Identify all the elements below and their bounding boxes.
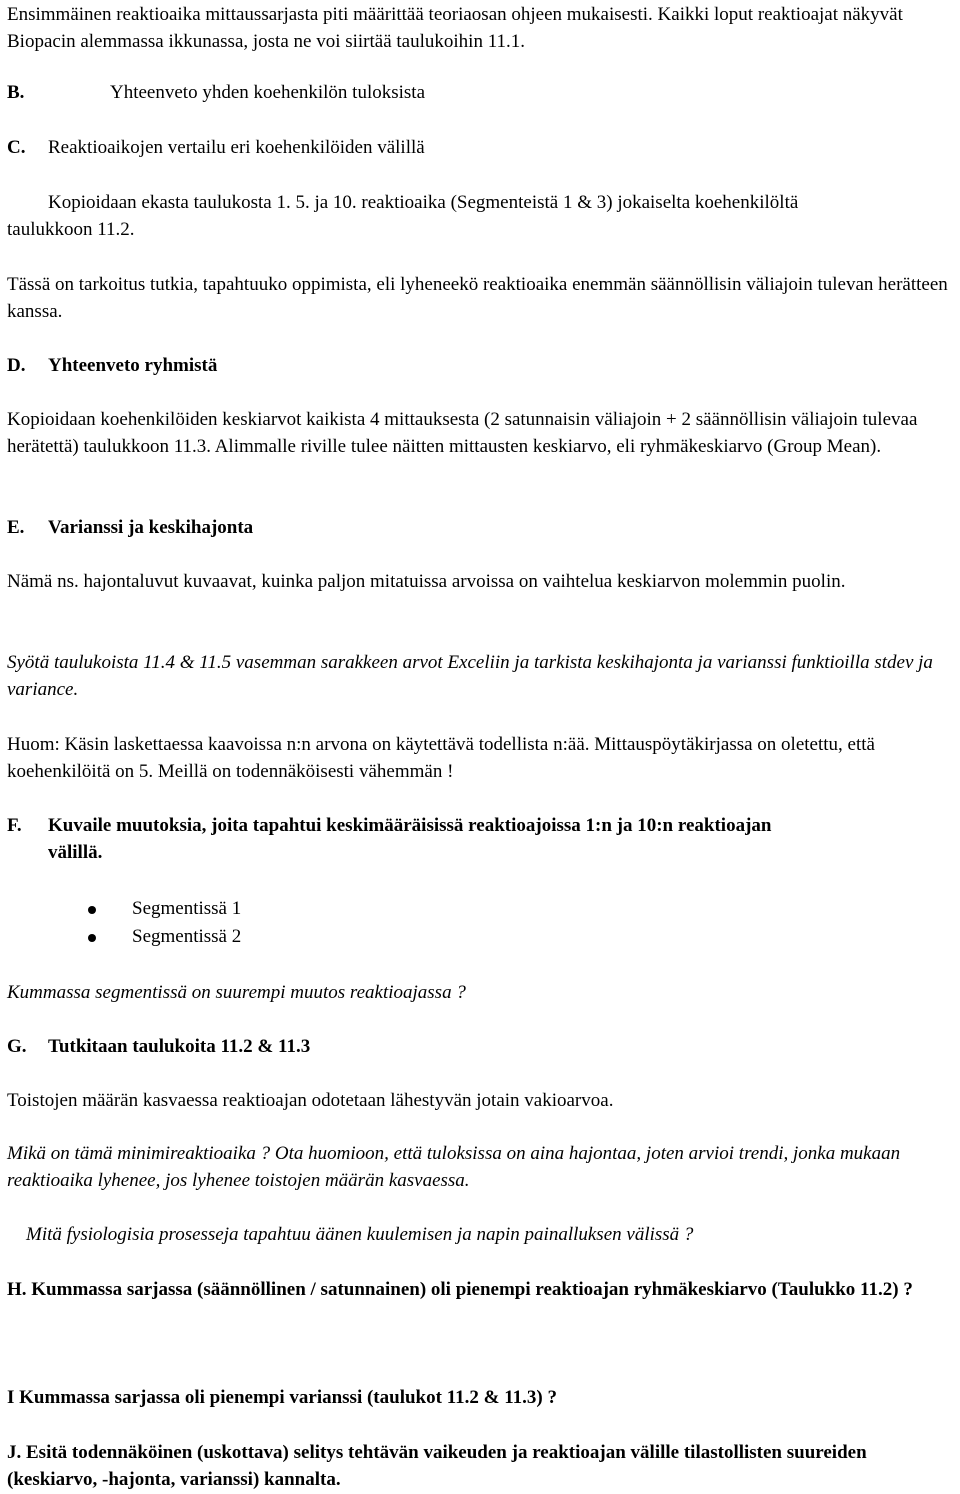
section-d-title: Yhteenveto ryhmistä [48, 355, 218, 376]
section-h-question: H. Kummassa sarjassa (säännöllinen / satunnainen) oli pienempi reaktioajan ryhmäkeskiarvo (Taulukko 11.2) ? [7, 1279, 913, 1300]
bullet-icon [88, 906, 96, 914]
bullet-icon [88, 934, 96, 942]
section-e-paragraph-2: Syötä taulukoista 11.4 & 11.5 vasemman sarakkeen arvot Exceliin ja tarkista keskihajonta ja varianssi funktioilla stdev ja variance. [7, 652, 933, 700]
section-f-title-line-1: Kuvaile muutoksia, joita tapahtui keskimääräisissä reaktioajoissa 1:n ja 10:n reaktioajan [48, 815, 772, 836]
section-g-paragraph-3: Mitä fysiologisia prosesseja tapahtuu äänen kuulemisen ja napin painalluksen välissä ? [26, 1224, 694, 1245]
section-g-paragraph-1: Toistojen määrän kasvaessa reaktioajan odotetaan lähestyvän jotain vakioarvoa. [7, 1090, 614, 1111]
section-i-question: I Kummassa sarjassa oli pienempi varianssi (taulukot 11.2 & 11.3) ? [7, 1387, 557, 1408]
section-b-label: B. [7, 82, 25, 103]
section-f-question: Kummassa segmentissä on suurempi muutos reaktioajassa ? [7, 982, 466, 1003]
section-g-paragraph-2: Mikä on tämä minimireaktioaika ? Ota huomioon, että tuloksissa on aina hajontaa, joten arvioi trendi, jonka mukaan reaktioaika lyhenee, jos lyhenee toistojen määrän kasvaessa. [7, 1143, 901, 1191]
list-item: Segmentissä 2 [132, 926, 242, 947]
section-d-label: D. [7, 355, 26, 376]
section-d-paragraph-1: Kopioidaan koehenkilöiden keskiarvot kaikista 4 mittauksesta (2 satunnaisin väliajoin + 2 säännöllisin väliajoin tulevaa herätettä) taulukkoon 11.3. Alimmalle riville tulee näitten mittausten keskiarvo, eli ryhmäkeskiarvo (Group Mean). [7, 409, 918, 457]
section-g-label: G. [7, 1036, 27, 1057]
intro-paragraph: Ensimmäinen reaktioaika mittaussarjasta piti määrittää teoriaosan ohjeen mukaisesti. Kaikki loput reaktioajat näkyvät Biopacin alemmassa ikkunassa, josta ne voi siirtää taulukoihin 11.1. [7, 4, 903, 52]
section-e-title: Varianssi ja keskihajonta [48, 517, 254, 538]
list-item: Segmentissä 1 [132, 898, 242, 919]
section-f-title-line-2: välillä. [48, 842, 103, 863]
section-c-paragraph-1-line-1: Kopioidaan ekasta taulukosta 1. 5. ja 10. reaktioaika (Segmenteistä 1 & 3) jokaiselta koehenkilöltä [48, 192, 799, 213]
section-c-title: Reaktioaikojen vertailu eri koehenkilöiden välillä [48, 137, 425, 158]
section-c-paragraph-1-line-2: taulukkoon 11.2. [7, 219, 135, 240]
section-g-title: Tutkitaan taulukoita 11.2 & 11.3 [48, 1036, 311, 1057]
section-f-label: F. [7, 815, 22, 836]
section-c-paragraph-2: Tässä on tarkoitus tutkia, tapahtuuko oppimista, eli lyheneekö reaktioaika enemmän säännöllisin väliajoin tulevan herätteen kanssa. [7, 274, 948, 322]
section-j-question: J. Esitä todennäköinen (uskottava) selitys tehtävän vaikeuden ja reaktioajan välille tilastollisten suureiden (keskiarvo, -hajonta, varianssi) kannalta. [7, 1442, 867, 1490]
section-e-paragraph-3: Huom: Käsin laskettaessa kaavoissa n:n arvona on käytettävä todellista n:ää. Mittauspöytäkirjassa on oletettu, että koehenkilöitä on 5. Meillä on todennäköisesti vähemmän ! [7, 734, 875, 782]
section-e-label: E. [7, 517, 25, 538]
section-e-paragraph-1: Nämä ns. hajontaluvut kuvaavat, kuinka paljon mitatuissa arvoissa on vaihtelua keskiarvon molemmin puolin. [7, 571, 846, 592]
section-c-label: C. [7, 137, 26, 158]
section-b-title: Yhteenveto yhden koehenkilön tuloksista [110, 82, 426, 103]
